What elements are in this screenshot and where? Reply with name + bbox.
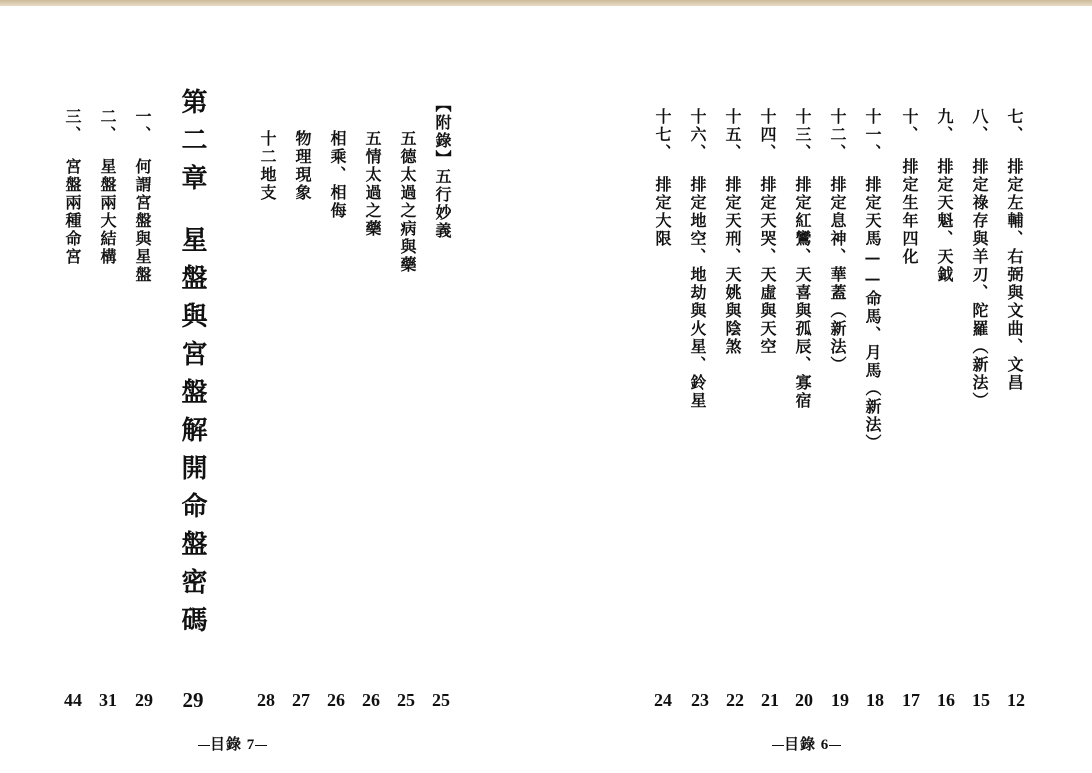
toc-entry: 二、星盤兩大結構: [98, 108, 117, 266]
page-number: 28: [257, 690, 275, 710]
toc-entry: 十七、排定大限: [653, 108, 672, 248]
page-footer: 目錄 7: [198, 733, 267, 754]
appendix-sub-entry: 相乘、相侮: [328, 130, 347, 220]
appendix-sub-entry: 五德太過之病與藥: [398, 130, 417, 274]
page-number: 20: [795, 690, 813, 710]
page-number: 18: [866, 690, 884, 710]
toc-entry: 七、排定左輔、右弼與文曲、文昌: [1005, 108, 1024, 392]
page-number: 22: [726, 690, 744, 710]
toc-entry: 十五、排定天刑、天姚與陰煞: [723, 108, 742, 356]
page-number: 16: [937, 690, 955, 710]
toc-entry: 十四、排定天哭、天虛與天空: [758, 108, 777, 356]
page-number: 26: [327, 690, 345, 710]
page-number: 17: [902, 690, 920, 710]
page-number: 21: [761, 690, 779, 710]
toc-entry: 十一、排定天馬——命馬、月馬（新法）: [863, 108, 882, 452]
toc-entry: 十六、排定地空、地劫與火星、鈴星: [688, 108, 707, 410]
page-number: 25: [397, 690, 415, 710]
appendix-entry: 【附錄】五行妙義: [433, 96, 452, 240]
page-number: 44: [64, 690, 82, 710]
page-number: 24: [654, 690, 672, 710]
toc-page-6: [546, 0, 1092, 773]
page-number: 31: [99, 690, 117, 710]
page-number: 29: [135, 690, 153, 710]
appendix-sub-entry: 五情太過之藥: [363, 130, 382, 238]
toc-entry: 八、排定祿存與羊刃、陀羅（新法）: [970, 108, 989, 410]
appendix-sub-entry: 十二地支: [258, 130, 277, 202]
page-number: 27: [292, 690, 310, 710]
toc-entry: 三、宮盤兩種命宮: [63, 108, 82, 266]
toc-entry: 十二、排定息神、華蓋（新法）: [828, 108, 847, 374]
page-footer: 目錄 6: [772, 733, 841, 754]
appendix-sub-entry: 物理現象: [293, 130, 312, 202]
page-number: 26: [362, 690, 380, 710]
chapter-heading: 第二章星盤與宮盤解開命盤密碼: [177, 88, 207, 644]
toc-entry: 十、排定生年四化: [900, 108, 919, 266]
page-number: 12: [1007, 690, 1025, 710]
toc-entry: 十三、排定紅鸞、天喜與孤辰、寡宿: [793, 108, 812, 410]
page-number: 23: [691, 690, 709, 710]
page-number: 25: [432, 690, 450, 710]
toc-entry: 一、何謂宮盤與星盤: [133, 108, 152, 284]
toc-entry: 九、排定天魁、天鉞: [935, 108, 954, 284]
page-number: 29: [182, 688, 204, 712]
page-number: 15: [972, 690, 990, 710]
page-number: 19: [831, 690, 849, 710]
